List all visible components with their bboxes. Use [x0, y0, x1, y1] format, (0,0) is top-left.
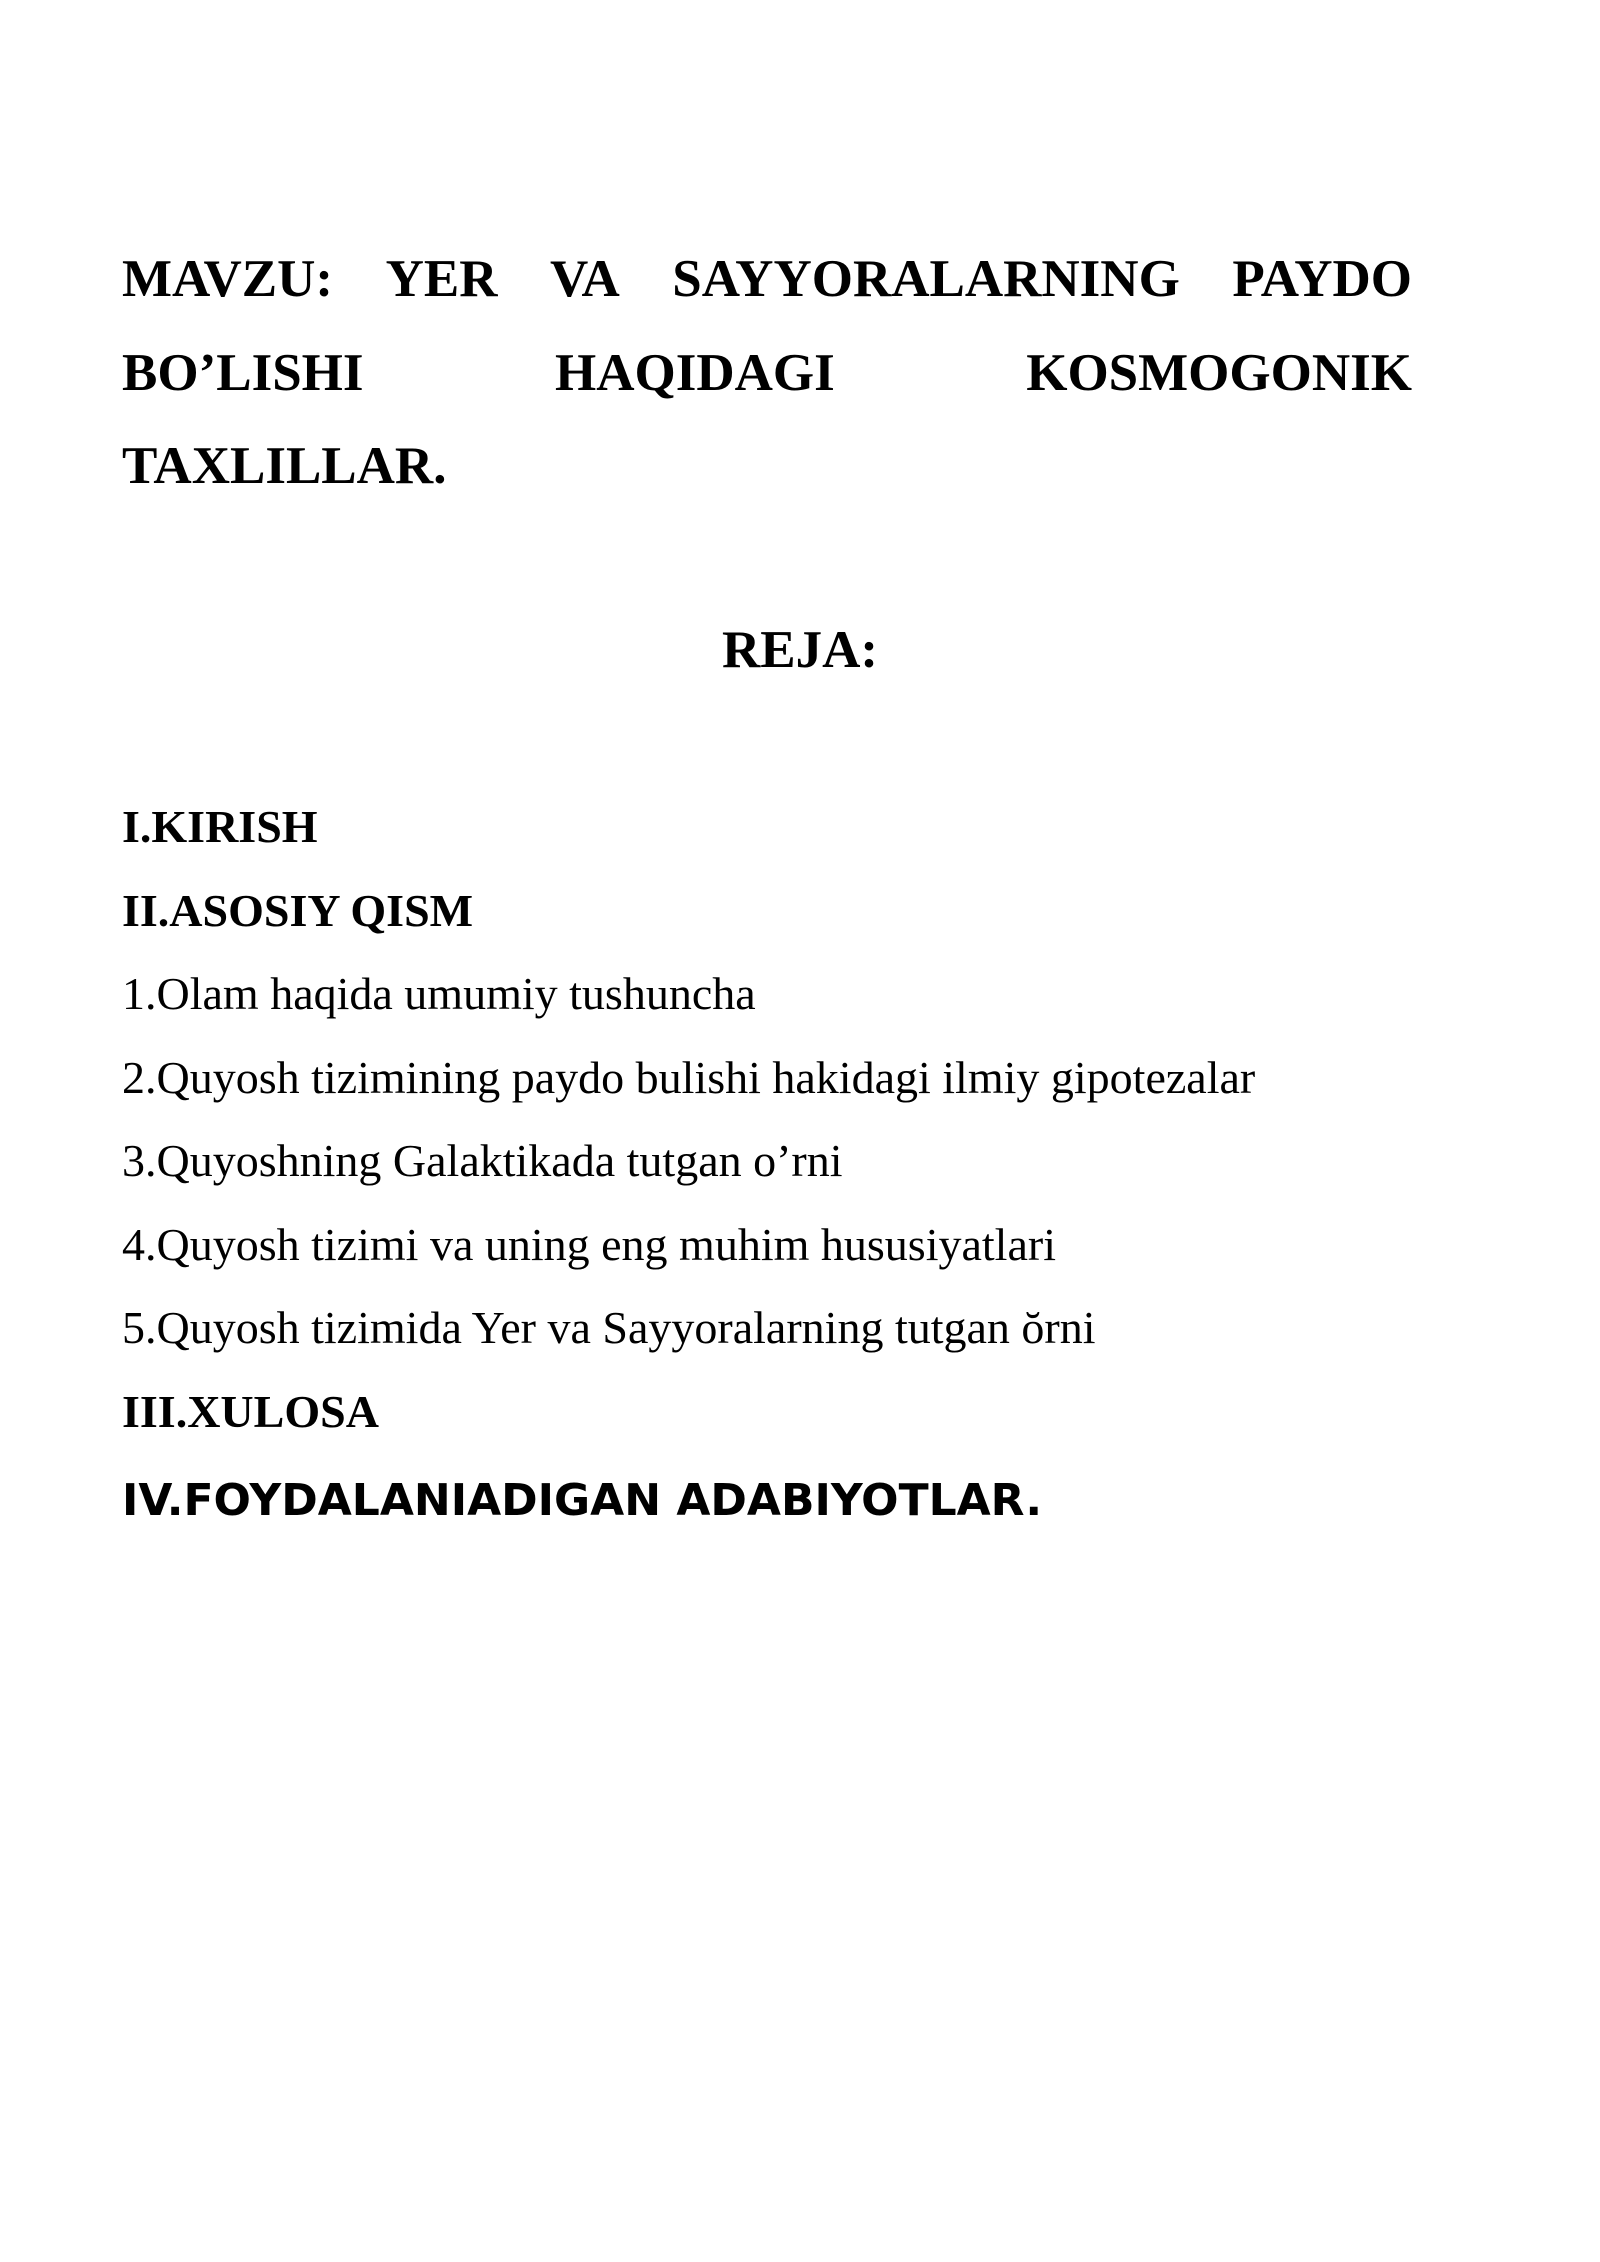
plan-list-item: 2.Quyosh tizimining paydo bulishi hakidagi ilmiy gipotezalar	[122, 1052, 1256, 1103]
plan-heading: REJA:	[721, 621, 879, 679]
title-word: KOSMOGONIK	[1026, 344, 1412, 402]
plan-references: IV.FOYDALANIADIGAN ADABIYOTLAR.	[122, 1475, 1043, 1526]
title-word: PAYDO	[1232, 250, 1412, 308]
title-word: TAXLILLAR.	[122, 437, 447, 495]
title-word: YER	[385, 250, 498, 308]
title-line-1	[122, 246, 1412, 312]
plan-conclusion: III.XULOSA	[122, 1386, 379, 1437]
plan-list-item: 5.Quyosh tizimida Yer va Sayyoralarning tutgan ŏrni	[122, 1302, 1096, 1353]
plan-list-item: 1.Olam haqida umumiy tushuncha	[122, 968, 756, 1019]
plan-list-item: 4.Quyosh tizimi va uning eng muhim hususiyatlari	[122, 1219, 1056, 1270]
title-line-3	[122, 433, 1412, 499]
title-word: BO’LISHI	[122, 344, 364, 402]
plan-main-part: II.ASOSIY QISM	[122, 885, 474, 936]
plan-list-item: 3.Quyoshning Galaktikada tutgan o’rni	[122, 1135, 843, 1186]
title-line-2	[122, 340, 1412, 406]
title-word: SAYYORALARNING	[672, 250, 1180, 308]
plan-intro: I.KIRISH	[122, 801, 318, 852]
title-word: MAVZU:	[122, 250, 334, 308]
title-word: HAQIDAGI	[555, 344, 835, 402]
title-word: VA	[550, 250, 620, 308]
